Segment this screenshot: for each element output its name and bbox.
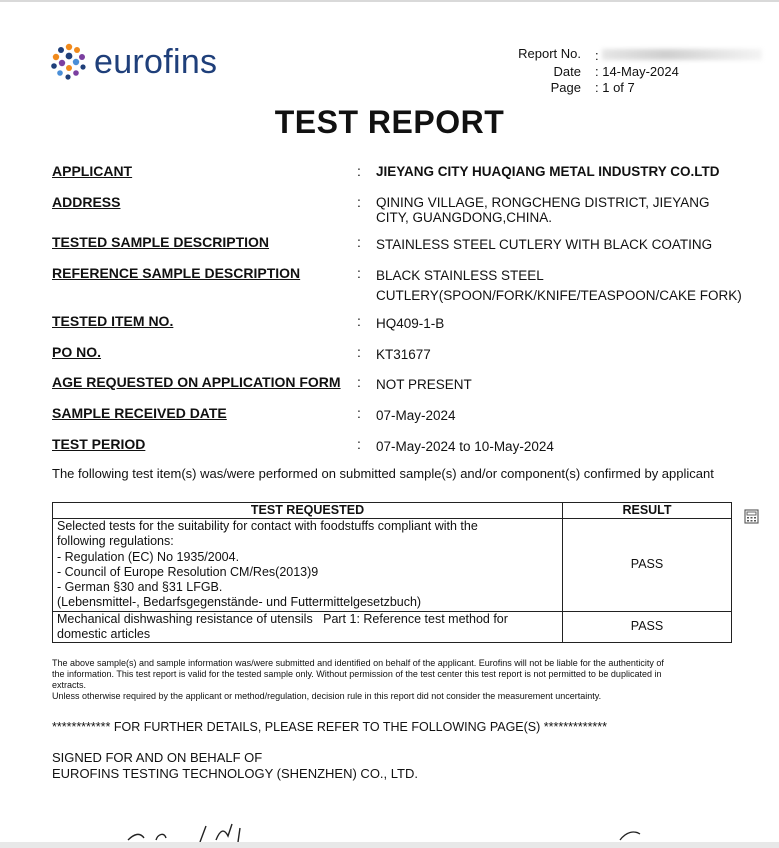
address-line-2: CITY, GUANGDONG,CHINA. — [376, 210, 553, 225]
reference-sample-line-2: CUTLERY(SPOON/FORK/KNIFE/TEASPOON/CAKE FORK) — [376, 288, 742, 303]
table-row — [53, 611, 732, 643]
top-border — [0, 0, 779, 2]
test-line: domestic articles — [57, 627, 151, 642]
signed-block — [52, 750, 418, 782]
signed-line-2: EUROFINS TESTING TECHNOLOGY (SHENZHEN) CO., LTD. — [52, 766, 418, 781]
signed-line-1: SIGNED FOR AND ON BEHALF OF — [52, 750, 263, 765]
tested-item-label: TESTED ITEM NO. — [52, 313, 174, 329]
test-period-label: TEST PERIOD — [52, 436, 146, 452]
address-line-1: QINING VILLAGE, RONGCHENG DISTRICT, JIEYANG — [376, 195, 710, 210]
disclaimer-line: The above sample(s) and sample information was/were submitted and identified on behalf of the applicant. Eurofins will not be liable for the authenticity of — [52, 658, 664, 668]
calculator-icon[interactable] — [744, 509, 759, 524]
applicant-value: JIEYANG CITY HUAQIANG METAL INDUSTRY CO.LTD — [376, 164, 720, 179]
test-line: - Regulation (EC) No 1935/2004. — [57, 549, 240, 564]
age-requested-label: AGE REQUESTED ON APPLICATION FORM — [52, 374, 341, 390]
age-requested-value: NOT PRESENT — [376, 377, 472, 392]
received-date-label: SAMPLE RECEIVED DATE — [52, 405, 227, 421]
report-meta — [505, 46, 762, 96]
table-header-row — [53, 503, 732, 519]
disclaimer-line: Unless otherwise required by the applicant or method/regulation, decision rule in this report did not consider the measurement uncertainty. — [52, 691, 602, 701]
report-title: TEST REPORT — [274, 104, 505, 140]
reference-sample-line-1: BLACK STAINLESS STEEL — [376, 268, 544, 283]
reference-sample-colon: : — [357, 265, 361, 281]
test-line: Selected tests for the suitability for contact with foodstuffs compliant with the — [57, 519, 478, 533]
test-period-colon: : — [357, 436, 361, 452]
eurofins-logo — [50, 43, 217, 81]
date-value: : 14-May-2024 — [595, 64, 679, 79]
test-line: following regulations: — [57, 534, 174, 549]
report-no-label: Report No. — [518, 46, 581, 61]
logo-text: eurofins — [94, 43, 218, 81]
address-label: ADDRESS — [52, 194, 121, 210]
page-label: Page — [550, 80, 581, 95]
age-requested-colon: : — [357, 374, 361, 390]
page-value: : 1 of 7 — [595, 80, 635, 95]
intro-text: The following test item(s) was/were performed on submitted sample(s) and/or component(s) confirmed by applicant — [52, 466, 714, 481]
eurofins-logo-icon — [50, 43, 88, 81]
date-label: Date — [553, 64, 581, 79]
col-test-requested: TEST REQUESTED — [53, 503, 563, 519]
po-no-label: PO NO. — [52, 344, 102, 360]
reference-sample-label: REFERENCE SAMPLE DESCRIPTION — [52, 265, 301, 281]
signature-fragment — [120, 822, 660, 844]
report-no-value: : — [595, 46, 762, 64]
result-cell: PASS — [563, 611, 732, 643]
bottom-border — [0, 842, 779, 848]
date-row — [505, 64, 762, 80]
redacted-report-number — [602, 49, 762, 60]
po-no-colon: : — [357, 344, 361, 360]
tested-sample-label: TESTED SAMPLE DESCRIPTION — [52, 234, 270, 250]
tested-sample-colon: : — [357, 234, 361, 250]
test-line: - Council of Europe Resolution CM/Res(2013)9 — [57, 564, 319, 579]
test-cell — [53, 611, 563, 643]
col-result: RESULT — [563, 503, 732, 519]
test-line: Mechanical dishwashing resistance of utensils Part 1: Reference test method for — [57, 611, 508, 626]
received-date-colon: : — [357, 405, 361, 421]
test-period-value: 07-May-2024 to 10-May-2024 — [376, 439, 554, 454]
test-cell — [53, 519, 563, 612]
further-details-note: ************ FOR FURTHER DETAILS, PLEASE REFER TO THE FOLLOWING PAGE(S) ************* — [52, 720, 608, 734]
page-row — [505, 80, 762, 96]
tested-item-colon: : — [357, 313, 361, 329]
applicant-colon: : — [357, 163, 361, 179]
result-cell: PASS — [563, 519, 732, 612]
po-no-value: KT31677 — [376, 347, 431, 362]
disclaimer — [52, 658, 742, 702]
disclaimer-line: extracts. — [52, 680, 87, 690]
tested-sample-value: STAINLESS STEEL CUTLERY WITH BLACK COATING — [376, 237, 713, 252]
tested-item-value: HQ409-1-B — [376, 316, 445, 331]
address-colon: : — [357, 194, 361, 210]
applicant-label: APPLICANT — [52, 163, 133, 179]
test-results-table — [52, 502, 732, 643]
test-line: (Lebensmittel-, Bedarfsgegenstände- und Futtermittelgesetzbuch) — [57, 595, 422, 610]
disclaimer-line: the information. This test report is valid for the tested sample only. Without permission of the test center this test report is not permitted to be duplicated in — [52, 669, 662, 679]
report-no-row — [505, 46, 762, 64]
received-date-value: 07-May-2024 — [376, 408, 456, 423]
test-line: - German §30 and §31 LFGB. — [57, 580, 223, 595]
table-row — [53, 519, 732, 612]
